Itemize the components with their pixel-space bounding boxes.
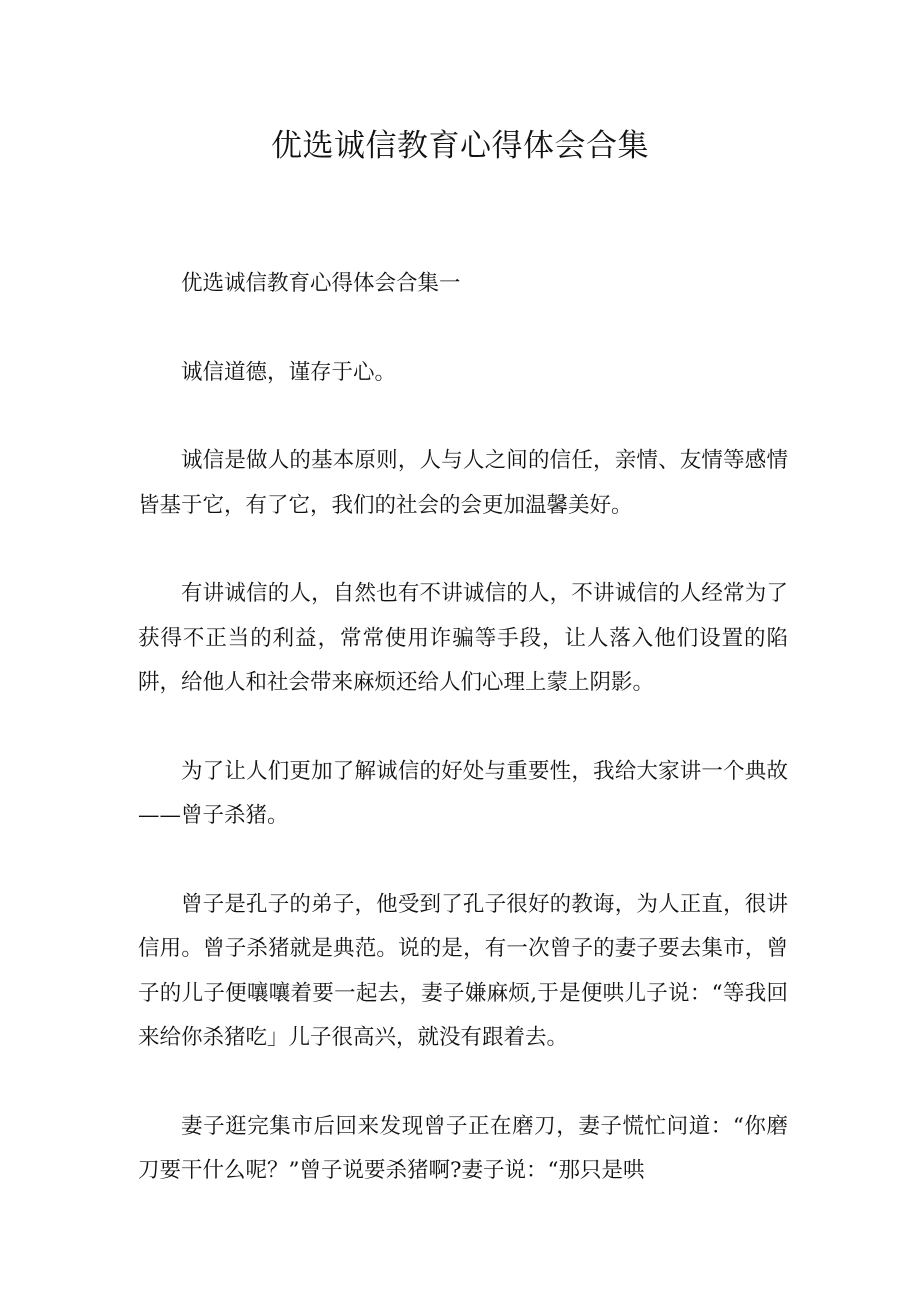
paragraph: 诚信道德，谨存于心。 [181, 359, 397, 385]
paragraph-heading: 优选诚信教育心得体会合集一 [181, 271, 461, 296]
paragraph: 诚信是做人的基本原则，人与人之间的信任，亲情、友情等感情皆基于它，有了它，我们的社会的会更加温馨美好。 [138, 448, 788, 518]
paragraph: 妻子逛完集市后回来发现曾子正在磨刀，妻子慌忙问道：“你磨刀要干什么呢？”曾子说要杀猪啊?妻子说：“那只是哄 [138, 1113, 788, 1183]
paragraph: 为了让人们更加了解诚信的好处与重要性，我给大家讲一个典故——曾子杀猪。 [138, 758, 788, 828]
paragraph: 有讲诚信的人，自然也有不讲诚信的人，不讲诚信的人经常为了获得不正当的利益，常常使用诈骗等手段，让人落入他们设置的陷阱，给他人和社会带来麻烦还给人们心理上蒙上阴影。 [138, 581, 788, 695]
document-body [138, 262, 788, 1238]
document-title: 优选诚信教育心得体会合集 [271, 128, 649, 164]
paragraph: 曾子是孔子的弟子，他受到了孔子很好的教诲，为人正直，很讲信用。曾子杀猪就是典范。说的是，有一次曾子的妻子要去集市，曾子的儿子便嚷嚷着要一起去，妻子嫌麻烦,于是便哄儿子说：“等我回来给你杀猪吃」儿子很高兴，就没有跟着去。 [138, 891, 788, 1050]
